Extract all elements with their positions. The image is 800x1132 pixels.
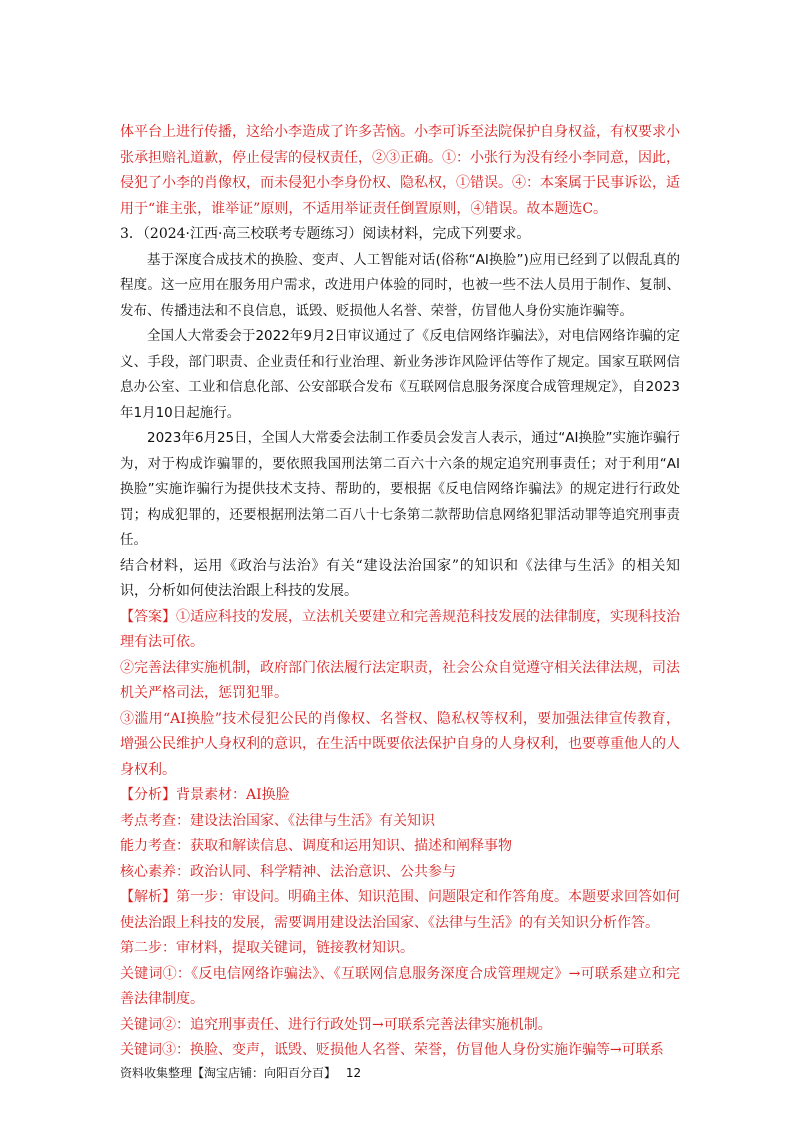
material-paragraph-3: 2023年6月25日，全国人大常委会法制工作委员会发言人表示，通过“AI换脸”实施诈骗行为，对于构成诈骗罪的，要依照我国刑法第二百六十六条的规定追究刑事责任；对于利用“AI换脸”实施诈骗行为提供技术支持、帮助的，要根据《反电信网络诈骗法》的规定进行行政处罚；构成犯罪的，还要根据刑法第二百八十七条第二款帮助信息网络犯罪活动罪等追究刑事责任。: [120, 430, 680, 548]
answer-point-1: [120, 605, 680, 656]
explanation-step-1: [120, 885, 680, 936]
page-number: 12: [345, 1066, 362, 1080]
answer-tag: 【答案】: [120, 608, 176, 625]
page-footer: [120, 1064, 361, 1081]
material-paragraph-2: 全国人大常委会于2022年9月2日审议通过了《反电信网络诈骗法》，对电信网络诈骗的定义、手段，部门职责、企业责任和行业治理、新业务涉诈风险评估等作了规定。国家互联网信息办公室、工业和信息化部、公安部联合发布《互联网信息服务深度合成管理规定》，自2023年1月10日起施行。: [120, 328, 680, 421]
analysis-line-2: 能力考查：获取和解读信息、调度和运用知识、描述和阐释事物: [120, 838, 512, 854]
previous-answer-explanation: 体平台上进行传播，这给小李造成了许多苦恼。小李可诉至法院保护自身权益，有权要求小张承担赔礼道歉，停止侵害的侵权责任，②③正确。①：小张行为没有经小李同意，因此，侵犯了小李的肖像权，而未侵犯小李身份权、隐私权，①错误。④：本案属于民事诉讼，适用于“谁主张，谁举证”原则，不适用举证责任倒置原则，④错误。故本题选C。: [120, 124, 680, 217]
analysis-line-1: 考点考查：建设法治国家、《法律与生活》有关知识: [120, 812, 435, 829]
question-header: 3．（2024·江西·高三校联考专题练习）阅读材料，完成下列要求。: [120, 226, 531, 242]
answer-point-2: ②完善法律实施机制，政府部门依法履行法定职责，社会公众自觉遵守相关法律法规，司法机关严格司法，惩罚犯罪。: [120, 659, 680, 701]
answer-point-1-text: ①适应科技的发展，立法机关要建立和完善规范科技发展的法律制度，实现科技治理有法可依。: [120, 608, 680, 650]
analysis-background: [120, 783, 680, 809]
answer-point-3: ③滥用“AI换脸”技术侵犯公民的肖像权、名誉权、隐私权等权利，要加强法律宣传教育，增强公民维护人身权利的意识，在生活中既要依法保护自身的人身权利，也要尊重他人的人身权利。: [120, 710, 680, 778]
material-paragraph-1: 基于深度合成技术的换脸、变声、人工智能对话(俗称“AI换脸”)应用已经到了以假乱真的程度。这一应用在服务用户需求，改进用户体验的同时，也被一些不法人员用于制作、复制、发布、传播违法和不良信息，诋毁、贬损他人名誉、荣誉，仿冒他人身份实施诈骗等。: [120, 251, 680, 319]
question-prompt: 结合材料，运用《政治与法治》有关“建设法治国家”的知识和《法律与生活》的相关知识，分析如何使法治跟上科技的发展。: [120, 557, 680, 599]
keyword-3: 关键词③：换脸、变声，诋毁、贬损他人名誉、荣誉，仿冒他人身份实施诈骗等→可联系: [120, 1042, 664, 1058]
analysis-line-3: 核心素养：政治认同、科学精神、法治意识、公共参与: [120, 863, 456, 880]
explanation-step-2: 第二步：审材料，提取关键词，链接教材知识。: [120, 940, 414, 956]
analysis-background-text: 背景素材：AI换脸: [176, 787, 290, 803]
explanation-step-1-text: 第一步：审设问。明确主体、知识范围、问题限定和作答角度。本题要求回答如何使法治跟上科技的发展，需要调用建设法治国家、《法律与生活》的有关知识分析作答。: [120, 889, 680, 931]
keyword-2: 关键词②：追究刑事责任、进行行政处罚→可联系完善法律实施机制。: [120, 1016, 552, 1033]
page-content: [120, 120, 680, 1064]
keyword-1: 关键词①：《反电信网络诈骗法》、《互联网信息服务深度合成管理规定》→可联系建立和完善法律制度。: [120, 965, 680, 1007]
explanation-tag: 【解析】: [120, 889, 176, 905]
footer-text: 资料收集整理【淘宝店铺：向阳百分百】: [120, 1066, 337, 1080]
analysis-tag: 【分析】: [120, 787, 176, 803]
